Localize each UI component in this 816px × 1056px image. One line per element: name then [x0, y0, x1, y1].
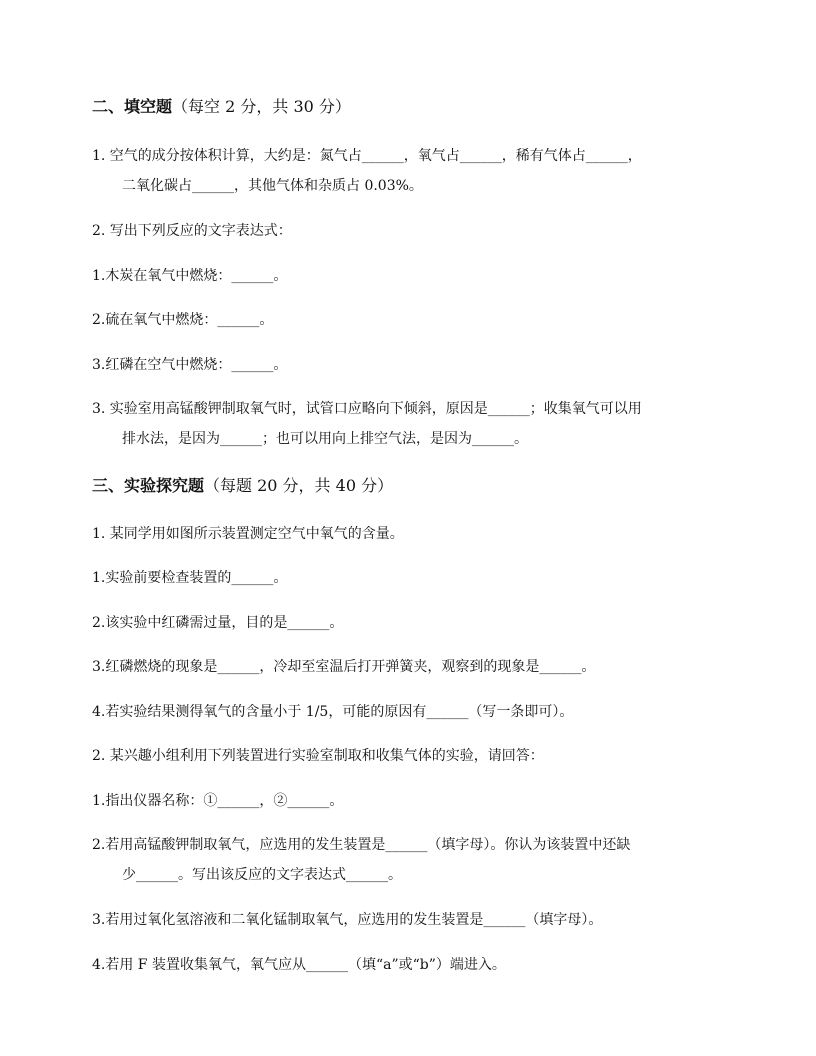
section-2-heading: [92, 96, 732, 118]
s2-q3-line2: 排水法，是因为______；也可以用向上排空气法，是因为______。: [122, 431, 528, 447]
s2-q1-line2: 二氧化碳占______，其他气体和杂质占 0.03%。: [122, 178, 423, 194]
section-3-heading: [92, 475, 732, 497]
s3-q2-intro: 2. 某兴趣小组利用下列装置进行实验室制取和收集气体的实验，请回答：: [92, 748, 544, 764]
s2-q3-line1: 3. 实验室用高锰酸钾制取氧气时，试管口应略向下倾斜，原因是______；收集氧气可以用: [92, 401, 642, 417]
s2-q1-line1: 1. 空气的成分按体积计算，大约是：氮气占______，氧气占______，稀有气体占______，: [92, 148, 642, 164]
s3-q2-item4: 4.若用 F 装置收集氧气，氧气应从______（填“a”或“b”）端进入。: [92, 957, 506, 973]
section-2-scoring: （每空 2 分，共 30 分）: [172, 97, 351, 116]
s3-q1-item2: 2.该实验中红磷需过量，目的是______。: [92, 615, 344, 631]
s3-q2-item1: 1.指出仪器名称：①______，②______。: [92, 793, 344, 809]
s3-q1-item4: 4.若实验结果测得氧气的含量小于 1/5，可能的原因有______（写一条即可）。: [92, 704, 574, 720]
section-2-title: 二、填空题: [92, 97, 173, 116]
section-3-scoring: （每题 20 分，共 40 分）: [204, 476, 394, 495]
s3-q2-item2-line2: 少______。写出该反应的文字表达式______。: [122, 867, 402, 883]
s3-q1-intro: 1. 某同学用如图所示装置测定空气中氧气的含量。: [92, 526, 404, 542]
s3-q1-item3: 3.红磷燃烧的现象是______，冷却至室温后打开弹簧夹，观察到的现象是______。: [92, 659, 596, 675]
s2-q2-intro: 2. 写出下列反应的文字表达式：: [92, 223, 292, 239]
s3-q1-item1: 1.实验前要检查装置的______。: [92, 570, 288, 586]
s2-q2-item3: 3.红磷在空气中燃烧：______。: [92, 357, 288, 373]
s3-q2-item3: 3.若用过氧化氢溶液和二氧化锰制取氧气，应选用的发生装置是______（填字母）。: [92, 912, 603, 928]
section-3-title: 三、实验探究题: [92, 476, 205, 495]
s2-q2-item1: 1.木炭在氧气中燃烧：______。: [92, 268, 288, 284]
s2-q2-item2: 2.硫在氧气中燃烧：______。: [92, 312, 274, 328]
s3-q2-item2-line1: 2.若用高锰酸钾制取氧气，应选用的发生装置是______（填字母）。你认为该装置中还缺: [92, 837, 631, 853]
